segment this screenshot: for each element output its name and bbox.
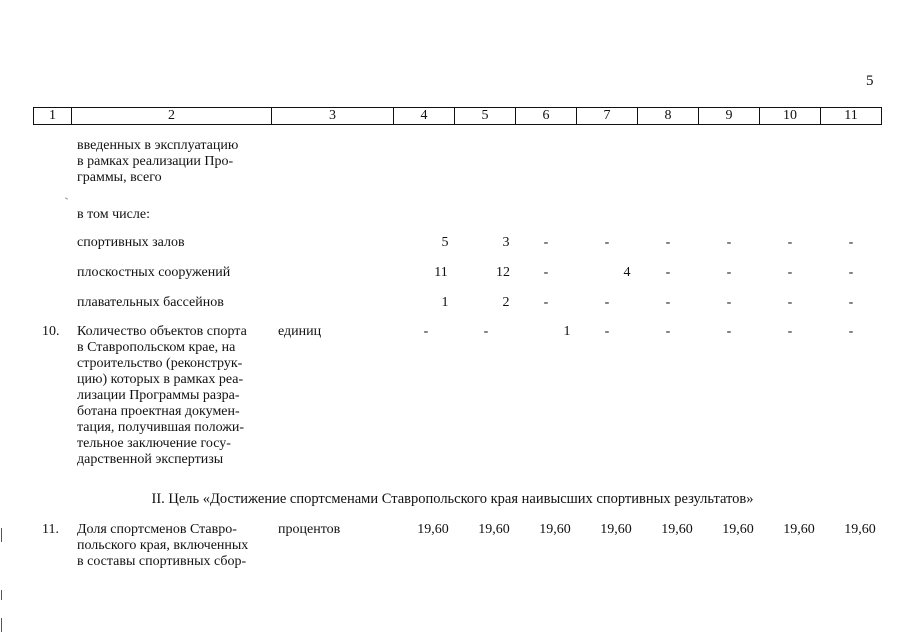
row-number: 10.: [42, 324, 60, 339]
text-line: польского края, включенных: [77, 538, 249, 553]
cell: -: [604, 295, 610, 310]
cell: -: [848, 235, 854, 250]
cell: 1: [441, 295, 449, 310]
cell: -: [543, 295, 549, 310]
text-line: в Ставропольском крае, на: [77, 340, 236, 355]
column-header: 1: [34, 108, 72, 125]
text-line: введенных в эксплуатацию: [77, 138, 239, 153]
cell: -: [848, 324, 854, 339]
sub-row-label: спортивных залов: [77, 235, 185, 250]
scan-margin-mark: [1, 528, 2, 542]
column-header: 8: [638, 108, 699, 125]
text-line: тация, получившая положи-: [77, 420, 245, 435]
column-header: 4: [394, 108, 455, 125]
cell: 19,60: [783, 522, 815, 537]
row-number: 11.: [42, 522, 59, 537]
scan-margin-mark: [1, 590, 2, 600]
cell: 2: [502, 295, 510, 310]
column-header: 10: [760, 108, 821, 125]
cell: -: [423, 324, 429, 339]
cell: -: [848, 265, 854, 280]
page-number: 5: [866, 73, 874, 89]
cell: -: [665, 295, 671, 310]
text-line: Количество объектов спорта: [77, 324, 247, 339]
goal-heading: II. Цель «Достижение спортсменами Ставропольского края наивысших спортивных результатов»: [151, 491, 754, 507]
cell: 11: [434, 265, 448, 280]
cell: 5: [441, 235, 449, 250]
column-header: 3: [272, 108, 394, 125]
cell: -: [604, 324, 610, 339]
cell: -: [787, 235, 793, 250]
column-number-header: [33, 107, 882, 125]
text-line: дарственной экспертизы: [77, 452, 224, 467]
indicator-text: [77, 324, 265, 468]
column-header: 11: [821, 108, 882, 125]
cell: -: [726, 324, 732, 339]
column-header: 6: [516, 108, 577, 125]
scan-speck: [65, 197, 68, 199]
unit-cell: процентов: [278, 522, 341, 537]
column-header: 9: [699, 108, 760, 125]
text-line: в составы спортивных сбор-: [77, 554, 247, 569]
cell: -: [665, 265, 671, 280]
cell: 19,60: [722, 522, 754, 537]
cell: -: [726, 235, 732, 250]
cell: -: [787, 295, 793, 310]
cell: -: [787, 324, 793, 339]
scan-margin-mark: [1, 618, 2, 632]
column-header: 2: [72, 108, 272, 125]
cell: -: [665, 324, 671, 339]
cell: -: [726, 265, 732, 280]
cell: 19,60: [539, 522, 571, 537]
cell: 19,60: [417, 522, 449, 537]
cell: 19,60: [478, 522, 510, 537]
text-line: в рамках реализации Про-: [77, 154, 234, 169]
cell: 12: [496, 265, 510, 280]
cell: -: [726, 295, 732, 310]
sub-row-label: плоскостных сооружений: [77, 265, 231, 280]
cell: 1: [563, 324, 571, 339]
cell: -: [787, 265, 793, 280]
column-header: 5: [455, 108, 516, 125]
cell: -: [848, 295, 854, 310]
text-line: цию) которых в рамках реа-: [77, 372, 244, 387]
text-line: строительство (реконструк-: [77, 356, 243, 371]
cell: -: [604, 235, 610, 250]
text-line: граммы, всего: [77, 170, 162, 185]
cell: -: [665, 235, 671, 250]
cell: -: [483, 324, 489, 339]
cell: 19,60: [661, 522, 693, 537]
text-line: Доля спортсменов Ставро-: [77, 522, 237, 537]
text-line: ботана проектная докумен-: [77, 404, 240, 419]
cell: 19,60: [844, 522, 876, 537]
sub-row-label: плавательных бассейнов: [77, 295, 224, 310]
cell: 4: [623, 265, 631, 280]
cell: 3: [502, 235, 510, 250]
cell: -: [543, 265, 549, 280]
text-line: тельное заключение госу-: [77, 436, 231, 451]
including-label: в том числе:: [77, 207, 150, 222]
indicator-text: [77, 522, 265, 570]
text-line: лизации Программы разра-: [77, 388, 240, 403]
cell: 19,60: [600, 522, 632, 537]
unit-cell: единиц: [278, 324, 322, 339]
column-header: 7: [577, 108, 638, 125]
cell: -: [543, 235, 549, 250]
continuation-text: [77, 138, 265, 186]
